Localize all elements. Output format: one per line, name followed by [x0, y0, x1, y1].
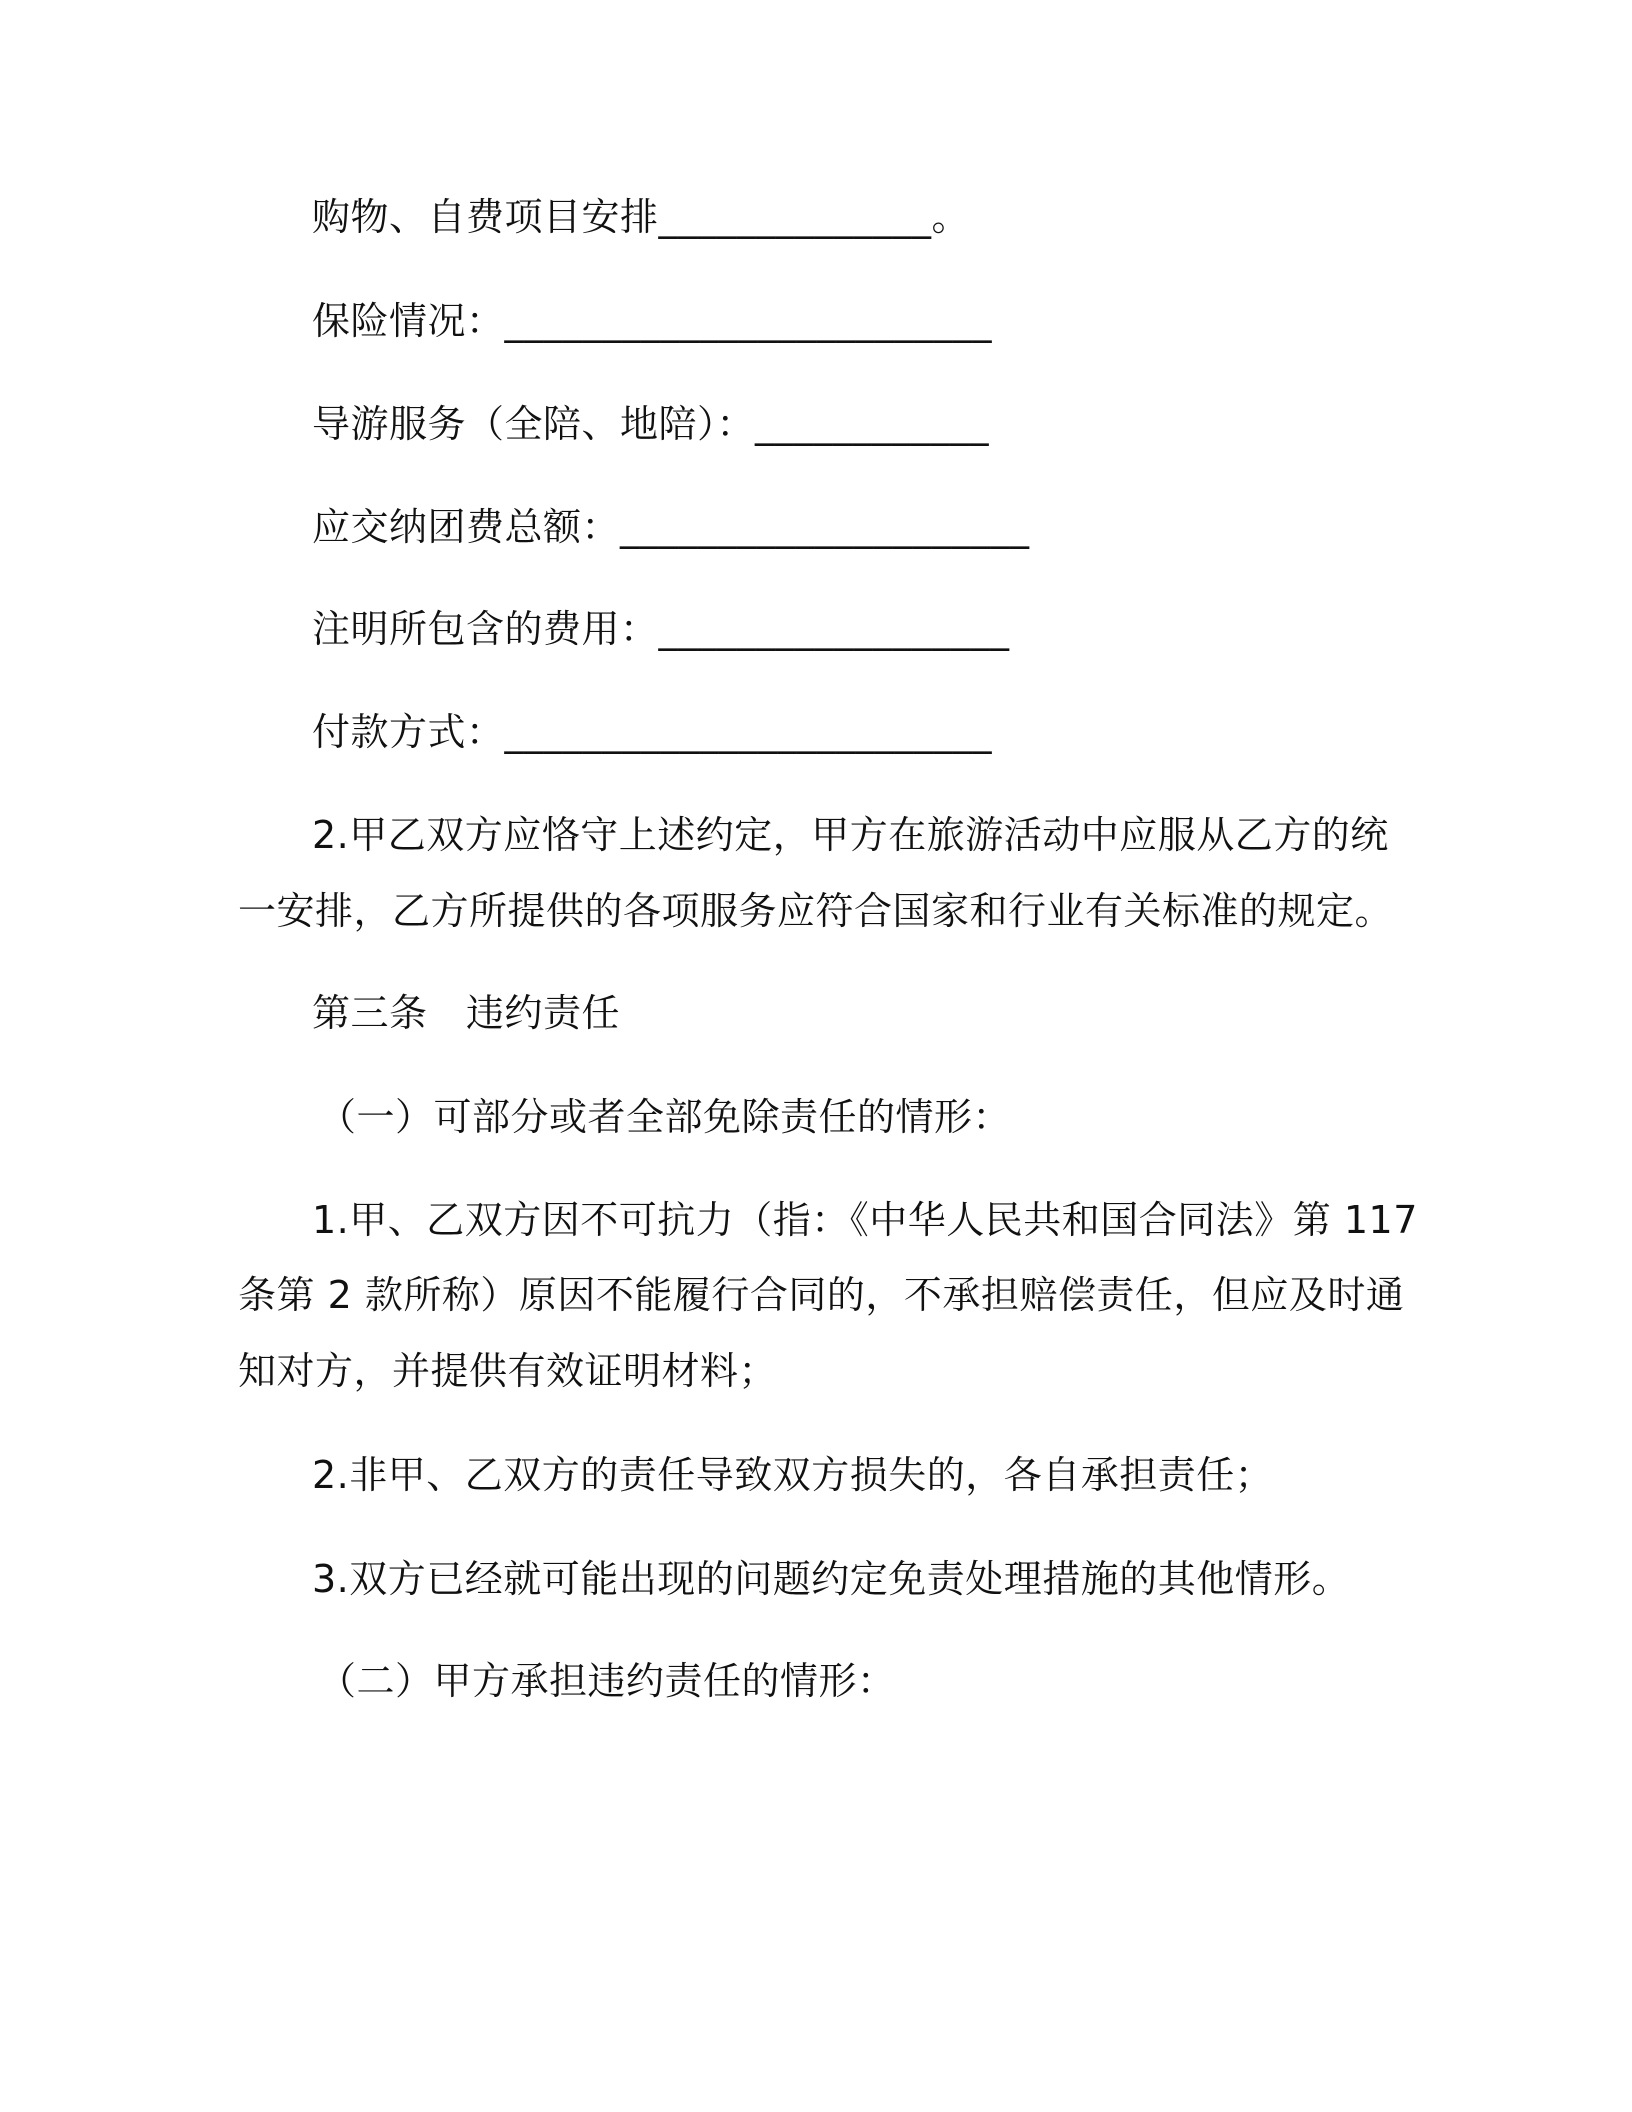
section-1-heading: （一）可部分或者全部免除责任的情形：: [318, 1095, 1012, 1139]
field-included-costs: 注明所包含的费用：__________________: [312, 607, 1010, 651]
clause-2-line-2: 一安排，乙方所提供的各项服务应符合国家和行业有关标准的规定。: [238, 889, 1394, 933]
field-insurance: 保险情况：_________________________: [312, 299, 993, 343]
article-3-heading: 第三条 违约责任: [312, 991, 621, 1035]
field-total-fee: 应交纳团费总额：_____________________: [312, 505, 1030, 549]
field-shopping: 购物、自费项目安排______________。: [312, 195, 971, 239]
item-2: 2.非甲、乙双方的责任导致双方损失的，各自承担责任；: [312, 1453, 1274, 1497]
field-payment-method: 付款方式：_________________________: [312, 710, 993, 754]
item-1-line-2: 条第 2 款所称）原因不能履行合同的，不承担赔偿责任，但应及时通: [238, 1273, 1405, 1317]
section-2-heading: （二）甲方承担违约责任的情形：: [318, 1659, 896, 1703]
item-3: 3.双方已经就可能出现的问题约定免责处理措施的其他情形。: [312, 1557, 1351, 1601]
item-1-line-1: 1.甲、乙双方因不可抗力（指：《中华人民共和国合同法》第 117: [312, 1198, 1418, 1242]
clause-2-line-1: 2.甲乙双方应恪守上述约定，甲方在旅游活动中应服从乙方的统: [312, 813, 1389, 857]
item-1-line-3: 知对方，并提供有效证明材料；: [238, 1349, 778, 1393]
field-guide-service: 导游服务（全陪、地陪）：____________: [312, 402, 990, 446]
